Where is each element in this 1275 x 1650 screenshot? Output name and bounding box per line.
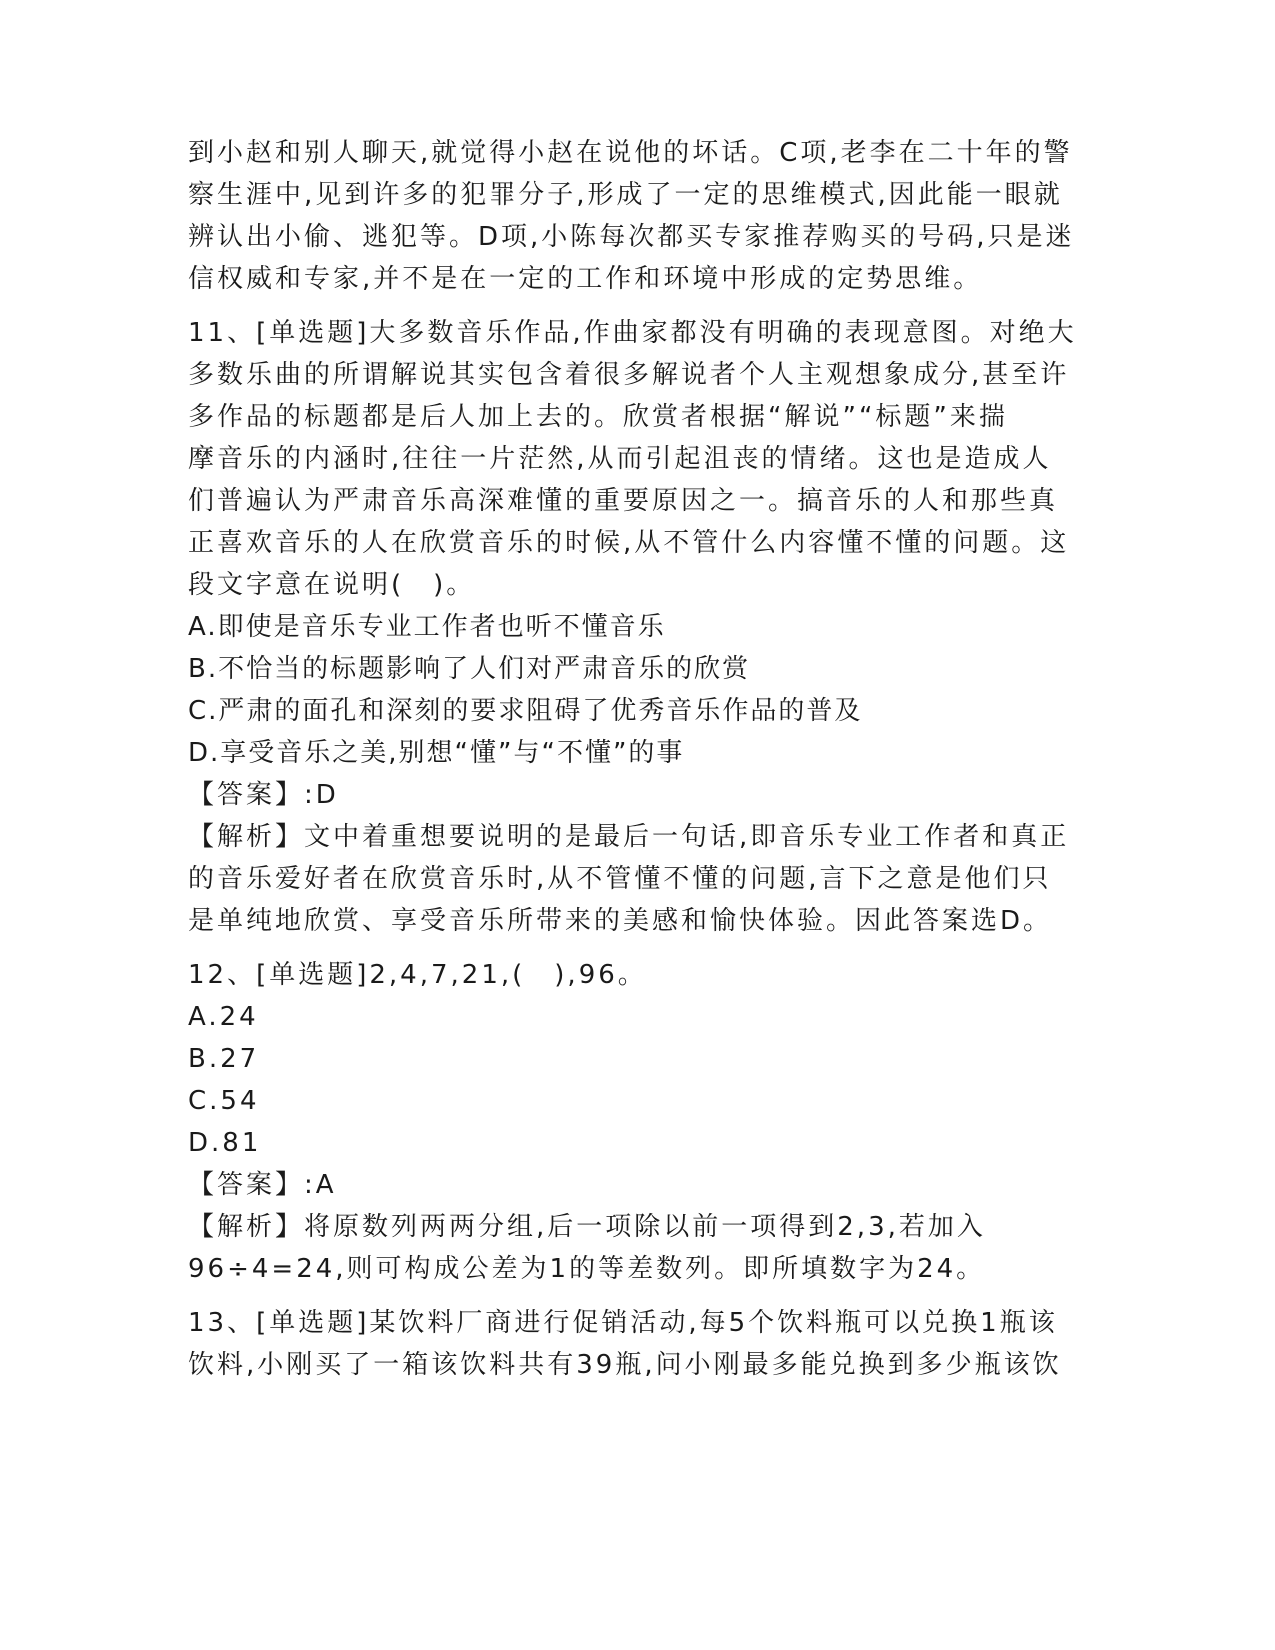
analysis-line: 96÷4=24,则可构成公差为1的等差数列。即所填数字为24。 [188,1254,986,1284]
option-a: A.即使是音乐专业工作者也听不懂音乐 [188,612,666,642]
question-stem-line: 饮料,小刚买了一箱该饮料共有39瓶,问小刚最多能兑换到多少瓶该饮 [188,1350,1062,1380]
question-12 [188,954,1088,1290]
question-stem-line: 多作品的标题都是后人加上去的。欣赏者根据“解说”“标题”来揣 [188,402,1008,432]
question-stem-line: 11、[单选题]大多数音乐作品,作曲家都没有明确的表现意图。对绝大 [188,318,1077,348]
analysis-line: 是单纯地欣赏、享受音乐所带来的美感和愉快体验。因此答案选D。 [188,906,1053,936]
text-line: 察生涯中,见到许多的犯罪分子,形成了一定的思维模式,因此能一眼就 [188,180,1063,210]
text-line: 到小赵和别人聊天,就觉得小赵在说他的坏话。C项,老李在二十年的警 [188,138,1073,168]
option-c: C.严肃的面孔和深刻的要求阻碍了优秀音乐作品的普及 [188,696,863,726]
question-stem-line: 摩音乐的内涵时,往往一片茫然,从而引起沮丧的情绪。这也是造成人 [188,444,1052,474]
text-line: 辨认出小偷、逃犯等。D项,小陈每次都买专家推荐购买的号码,只是迷 [188,222,1075,252]
previous-analysis-continuation [188,132,1088,300]
text-line: 信权威和专家,并不是在一定的工作和环境中形成的定势思维。 [188,264,983,294]
question-stem-line: 们普遍认为严肃音乐高深难懂的重要原因之一。搞音乐的人和那些真 [188,486,1059,516]
option-a: A.24 [188,1002,259,1032]
question-stem-line: 段文字意在说明( )。 [188,570,476,600]
question-11 [188,312,1088,942]
answer-line: 【答案】:D [188,780,339,810]
analysis-line: 【解析】文中着重想要说明的是最后一句话,即音乐专业工作者和真正 [188,822,1070,852]
document-page [188,132,1088,1386]
option-c: C.54 [188,1086,260,1116]
option-b: B.27 [188,1044,260,1074]
question-stem-line: 多数乐曲的所谓解说其实包含着很多解说者个人主观想象成分,甚至许 [188,360,1070,390]
question-stem-line: 12、[单选题]2,4,7,21,( ),96。 [188,960,647,990]
question-13 [188,1302,1088,1386]
option-b: B.不恰当的标题影响了人们对严肃音乐的欣赏 [188,654,751,684]
analysis-line: 的音乐爱好者在欣赏音乐时,从不管懂不懂的问题,言下之意是他们只 [188,864,1052,894]
option-d: D.81 [188,1128,262,1158]
question-stem-line: 13、[单选题]某饮料厂商进行促销活动,每5个饮料瓶可以兑换1瓶该 [188,1308,1058,1338]
answer-line: 【答案】:A [188,1170,337,1200]
question-stem-line: 正喜欢音乐的人在欣赏音乐的时候,从不管什么内容懂不懂的问题。这 [188,528,1070,558]
option-d: D.享受音乐之美,别想“懂”与“不懂”的事 [188,738,685,768]
analysis-line: 【解析】将原数列两两分组,后一项除以前一项得到2,3,若加入 [188,1212,986,1242]
